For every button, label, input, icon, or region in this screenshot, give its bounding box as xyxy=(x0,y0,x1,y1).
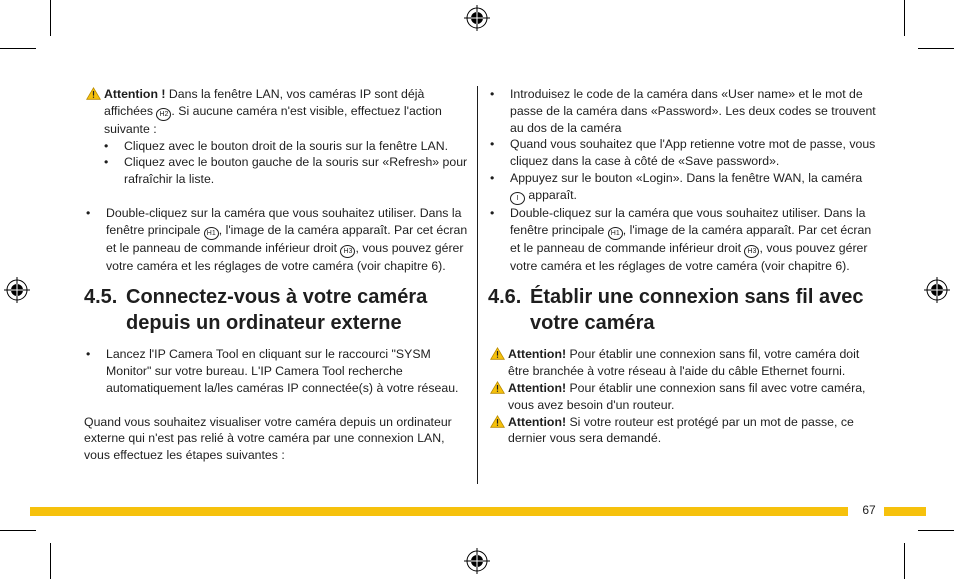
crop-mark xyxy=(0,530,36,531)
crop-mark xyxy=(0,48,36,49)
bullet-list xyxy=(84,346,468,396)
screen-ref-badge: I xyxy=(510,192,525,205)
warning-triangle-icon xyxy=(86,87,101,100)
list-item: • Lancez l'IP Camera Tool en cliquant sur le raccourci "SYSM Monitor" sur votre bureau. L'IP Camera Tool recherche automatiquement la/les caméras IP connectée(s) à votre réseau. xyxy=(84,346,468,396)
warning-note xyxy=(84,86,468,138)
screen-ref-badge: H2 xyxy=(156,108,171,121)
warning-triangle-icon xyxy=(490,347,505,360)
warning-label: Attention! xyxy=(508,347,567,362)
left-column xyxy=(84,86,468,464)
crop-mark xyxy=(904,0,905,36)
crop-mark xyxy=(918,48,954,49)
section-heading xyxy=(488,284,878,336)
list-item: • Introduisez le code de la caméra dans «User name» et le mot de passe de la caméra dans «Password». Les deux codes se trouvent au dos de la caméra xyxy=(488,86,878,136)
item-text: , l'image de la caméra apparaît. Par cet écran et le panneau de commande inférieur droit xyxy=(106,222,468,255)
footer-accent-bar xyxy=(30,507,848,516)
sub-bullet-list xyxy=(84,138,468,188)
screen-ref-badge: H1 xyxy=(608,227,623,240)
warning-triangle-icon xyxy=(490,415,505,428)
list-item: • Cliquez avec le bouton gauche de la souris sur «Refresh» pour rafraîchir la liste. xyxy=(102,154,468,188)
warning-text: Pour établir une connexion sans fil, votre caméra doit être branchée à votre réseau à l'aide du câble Ethernet fourni. xyxy=(508,347,860,379)
warning-note xyxy=(488,414,878,448)
screen-ref-badge: H3 xyxy=(744,245,759,258)
warning-text: Si votre routeur est protégé par un mot de passe, ce dernier vous sera demandé. xyxy=(508,414,854,446)
list-item xyxy=(84,205,468,275)
registration-mark-icon xyxy=(464,548,490,574)
crop-mark xyxy=(50,0,51,36)
registration-mark-icon xyxy=(4,277,30,303)
warning-label: Attention! xyxy=(508,414,567,429)
item-text: Double-cliquez sur la caméra que vous souhaitez utiliser. Dans la fenêtre principale xyxy=(106,205,462,237)
right-column xyxy=(488,86,878,447)
screen-ref-badge: H1 xyxy=(204,227,219,240)
body-paragraph: Quand vous souhaitez visualiser votre caméra depuis un ordinateur externe qui n'est pas relié à votre caméra par une connexion LAN, vous effectuez les étapes suivantes : xyxy=(84,414,452,463)
warning-note xyxy=(488,346,878,380)
column-divider xyxy=(477,86,478,484)
screen-ref-badge: H3 xyxy=(340,245,355,258)
item-text: , vous pouvez gérer votre caméra et les réglages de votre caméra (voir chapitre 6). xyxy=(106,240,464,273)
crop-mark xyxy=(904,543,905,579)
list-item: • Quand vous souhaitez que l'App retienne votre mot de passe, vous cliquez dans la case à côté de «Save password». xyxy=(488,136,878,170)
section-heading xyxy=(84,284,468,336)
warning-text: . Si aucune caméra n'est visible, effectuez l'action suivante : xyxy=(104,103,442,136)
item-text: Appuyez sur le bouton «Login». Dans la fenêtre WAN, la caméra xyxy=(510,170,863,185)
crop-mark xyxy=(50,543,51,579)
warning-label: Attention ! xyxy=(104,87,166,101)
list-item: • Cliquez avec le bouton droit de la souris sur la fenêtre LAN. xyxy=(102,138,468,155)
item-text: Double-cliquez sur la caméra que vous souhaitez utiliser. Dans la fenêtre principale xyxy=(510,205,866,237)
registration-mark-icon xyxy=(924,277,950,303)
warning-label: Attention! xyxy=(508,380,567,395)
registration-mark-icon xyxy=(464,5,490,31)
list-item xyxy=(488,170,878,205)
footer-accent-bar xyxy=(884,507,926,516)
warning-triangle-icon xyxy=(490,381,505,394)
page-number: 67 xyxy=(862,503,876,517)
section-title: Établir une connexion sans fil avec votre caméra xyxy=(530,286,864,335)
bullet-list xyxy=(488,86,878,274)
crop-mark xyxy=(918,530,954,531)
section-number: 4.6. xyxy=(488,286,522,309)
item-text: apparaît. xyxy=(525,187,577,202)
warning-text: Dans la fenêtre LAN, vos caméras IP sont déjà affichées xyxy=(104,87,425,118)
section-number: 4.5. xyxy=(84,286,118,309)
warning-text: Pour établir une connexion sans fil avec votre caméra, vous avez besoin d'un routeur. xyxy=(508,380,866,412)
bullet-list xyxy=(84,205,468,275)
warning-note xyxy=(488,380,878,414)
item-text: , vous pouvez gérer votre caméra et les réglages de votre caméra (voir chapitre 6). xyxy=(510,240,868,273)
item-text: , l'image de la caméra apparaît. Par cet écran et le panneau de commande inférieur droit xyxy=(510,222,872,255)
list-item xyxy=(488,205,878,275)
section-title: Connectez-vous à votre caméra depuis un ordinateur externe xyxy=(126,286,428,335)
